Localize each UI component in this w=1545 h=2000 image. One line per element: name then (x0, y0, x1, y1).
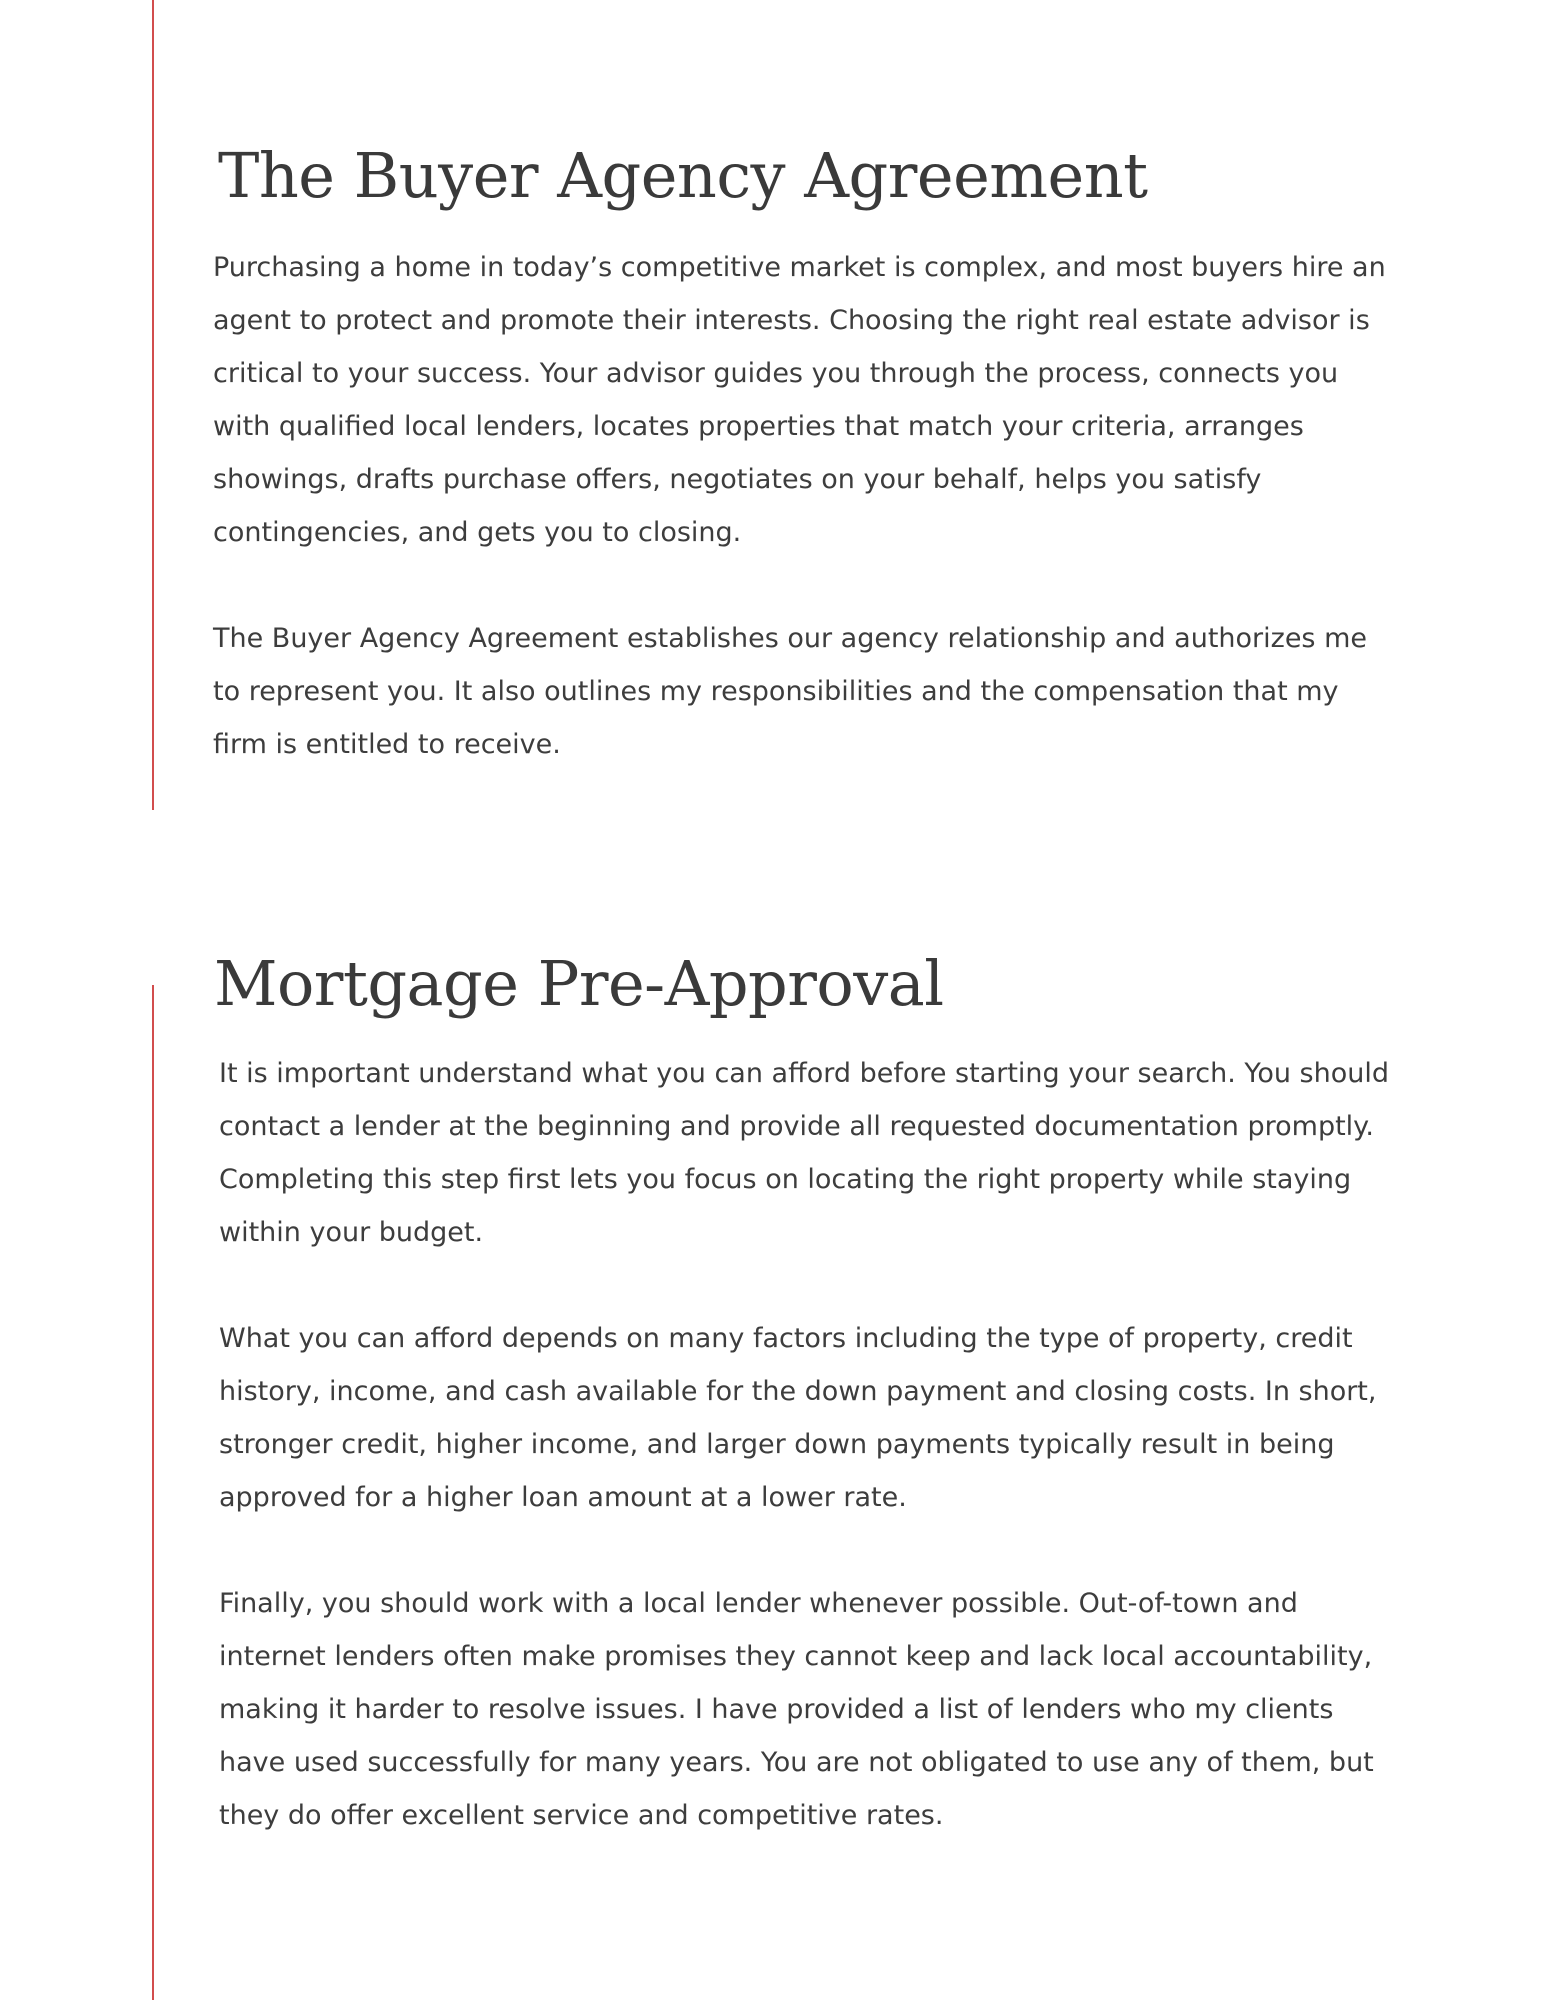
buyer-agency-heading: The Buyer Agency Agreement (218, 139, 1148, 212)
mortgage-paragraph-2: What you can afford depends on many factors including the type of property, credit history, income, and cash available for the down payment and closing costs. In short, stronger credit, higher income, and larger down payments typically result in being approved for a higher loan amount at a lower rate. (219, 1323, 1377, 1514)
buyer-agency-paragraph-1: Purchasing a home in today’s competitive market is complex, and most buyers hire an agent to protect and promote their interests. Choosing the right real estate advisor is critical to your success. Your advisor guides you through the process, connects you with qualified local lenders, locates properties that match your criteria, arranges showings, drafts purchase offers, negotiates on your behalf, helps you satisfy contingencies, and gets you to closing. (213, 252, 1386, 549)
mortgage-paragraph-1: It is important understand what you can afford before starting your search. You should contact a lender at the beginning and provide all requested documentation promptly. Completing this step first lets you focus on locating the right property while staying within your budget. (219, 1058, 1389, 1249)
buyer-agency-body (213, 241, 1393, 771)
buyer-agency-section (0, 140, 1545, 771)
mortgage-paragraph-3: Finally, you should work with a local lender whenever possible. Out-of-town and internet lenders often make promises they cannot keep and lack local accountability, making it harder to resolve issues. I have provided a list of lenders who my clients have used successfully for many years. You are not obligated to use any of them, but they do offer excellent service and competitive rates. (219, 1588, 1374, 1832)
mortgage-preapproval-section (0, 948, 1545, 1842)
mortgage-preapproval-heading: Mortgage Pre-Approval (214, 947, 944, 1020)
buyer-agency-paragraph-2: The Buyer Agency Agreement establishes our agency relationship and authorizes me to represent you. It also outlines my responsibilities and the compensation that my firm is entitled to receive. (213, 623, 1367, 761)
mortgage-preapproval-body (219, 1047, 1399, 1842)
